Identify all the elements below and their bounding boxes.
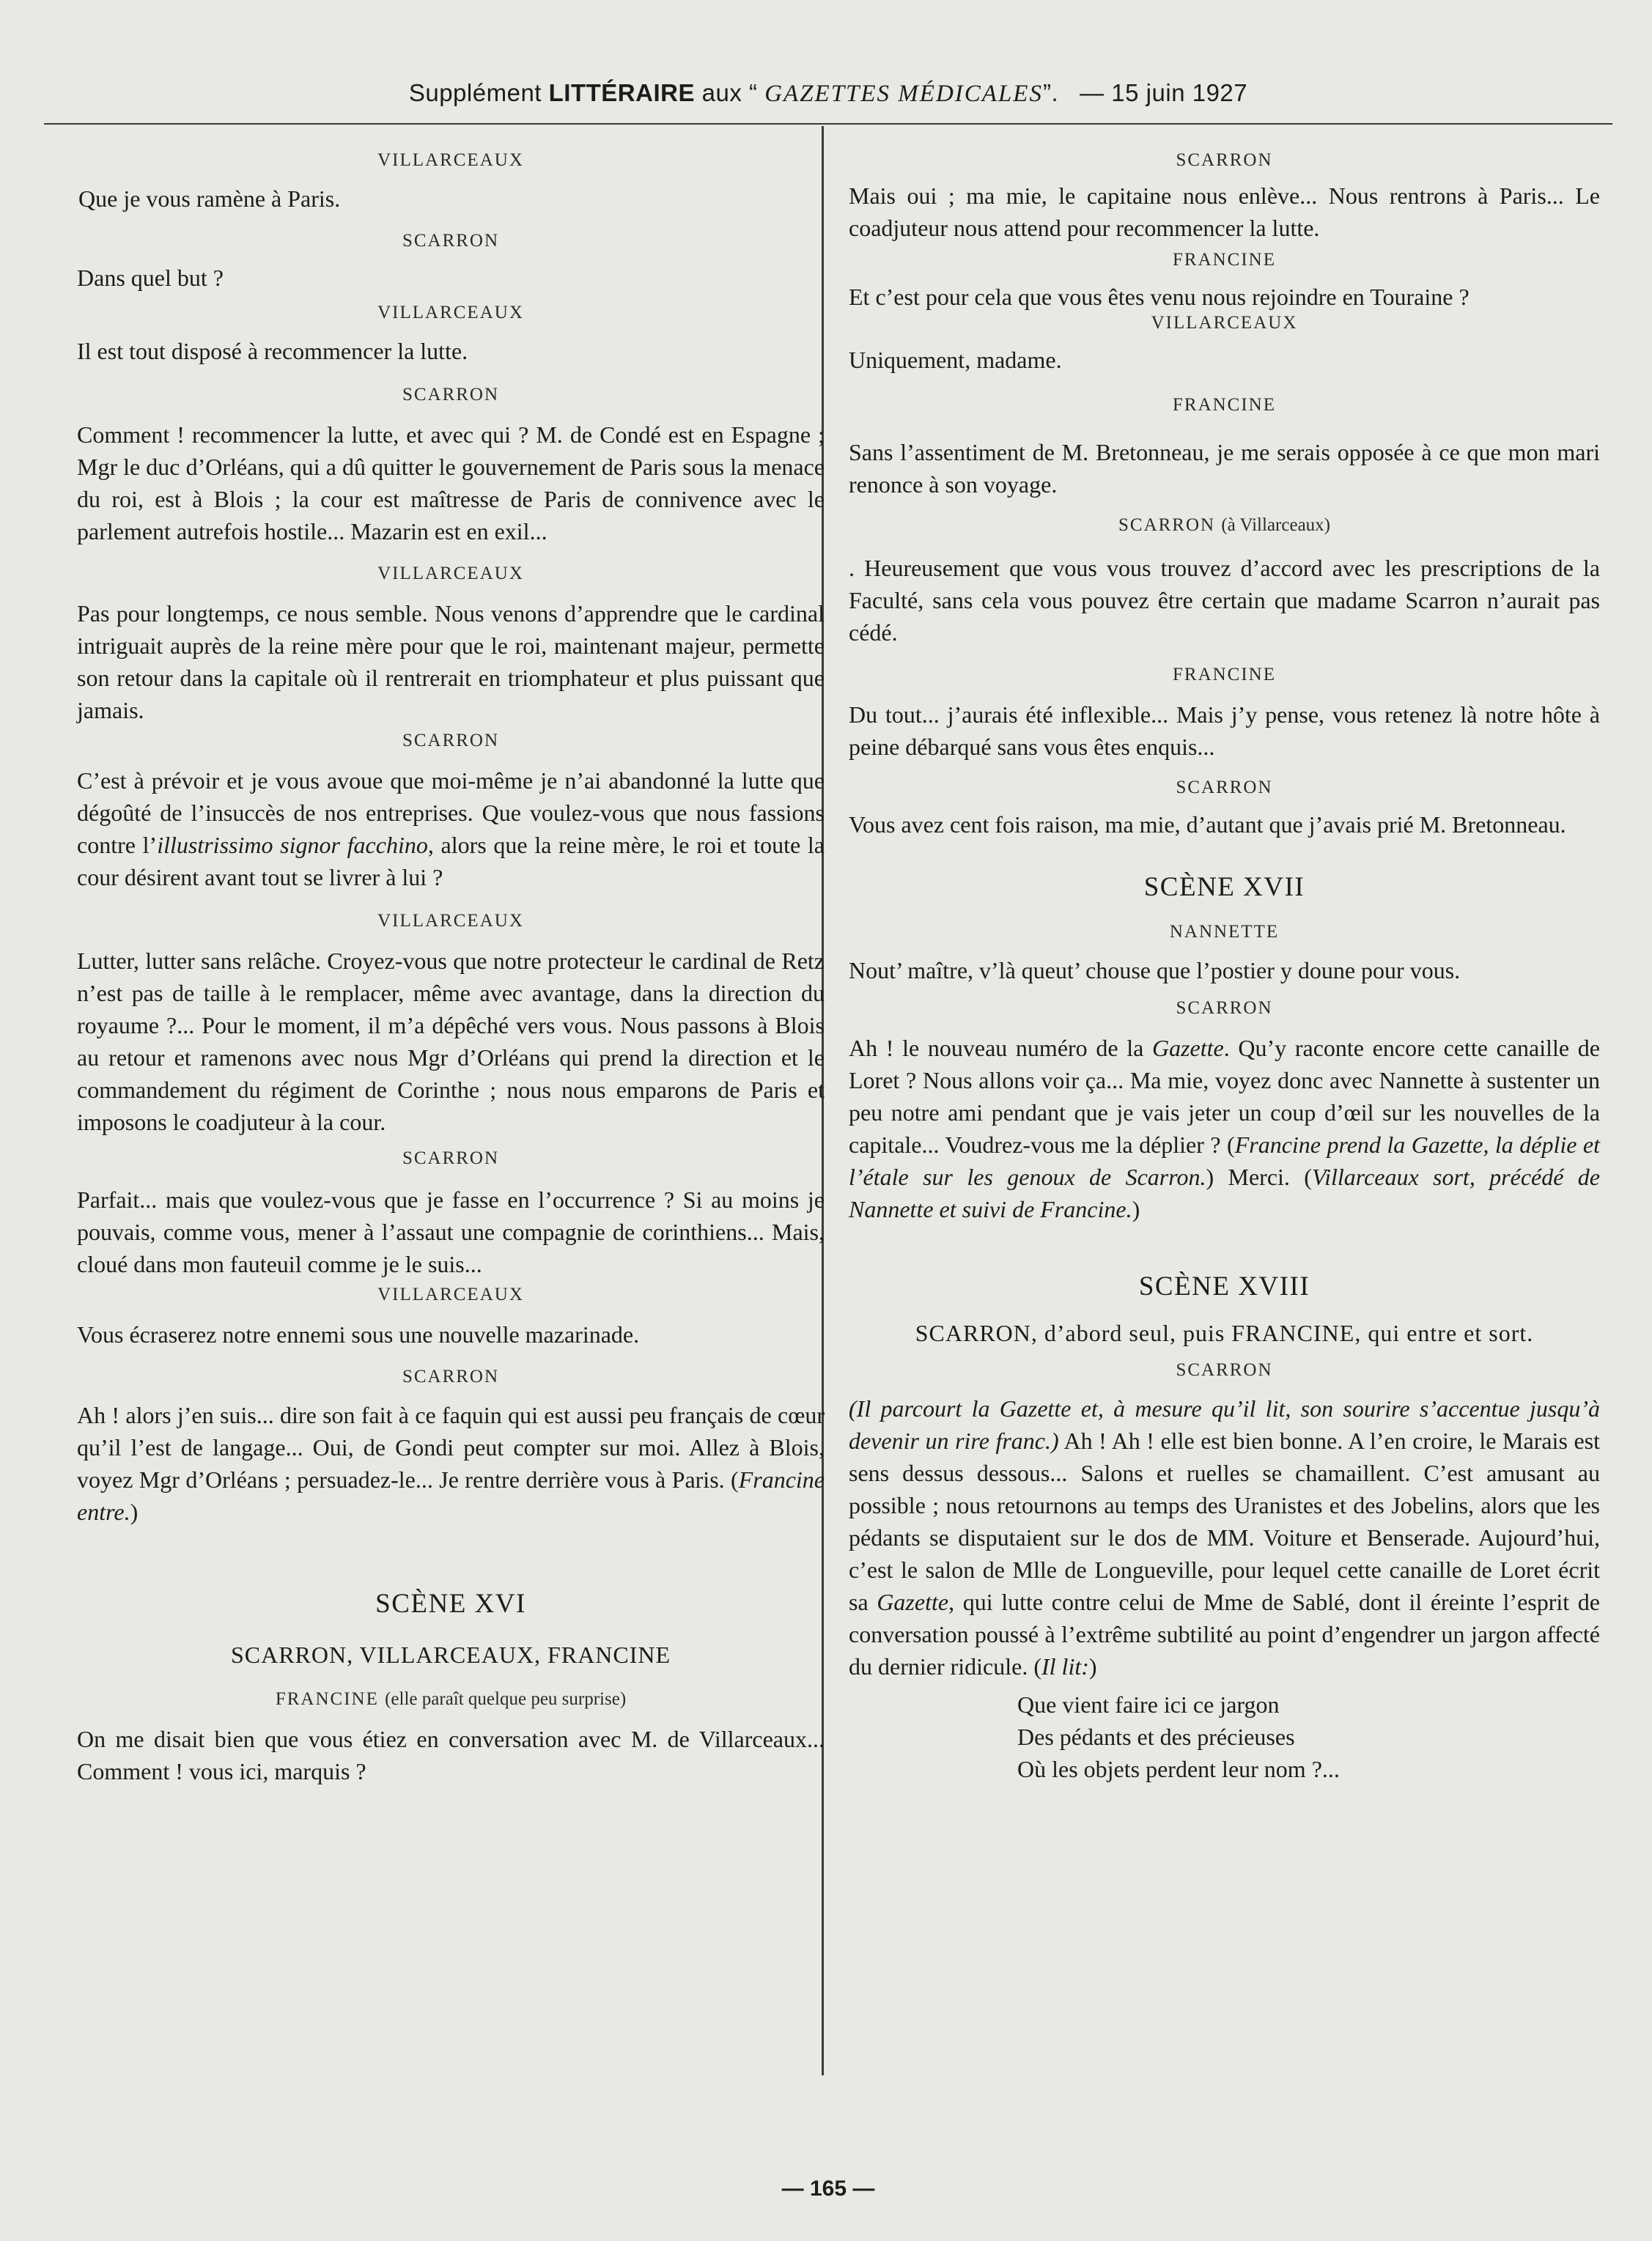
dialogue-text: ) bbox=[130, 1499, 139, 1525]
dialogue-line bbox=[77, 1399, 825, 1528]
verse-line: Où les objets perdent leur nom ?... bbox=[1017, 1756, 1340, 1782]
dialogue-line: Comment ! recommencer la lutte, et avec qui ? M. de Condé est en Espagne ; Mgr le duc d’Orléans, qui a dû quitter le gouvernement de Paris sous la menace du roi, est à Blois ; la cour est maîtresse de Paris de connivence avec le parlement autrefois hostile... Mazarin est en exil... bbox=[77, 421, 825, 544]
dialogue-line: Il est tout disposé à recommencer la lutte. bbox=[77, 338, 468, 364]
verse-line: Des pédants et des précieuses bbox=[1017, 1724, 1295, 1750]
dialogue-line: Nout’ maître, v’là queut’ chouse que l’postier y doune pour vous. bbox=[849, 957, 1461, 983]
italic-title: Gazette bbox=[877, 1589, 949, 1615]
dialogue-line: On me disait bien que vous étiez en conversation avec M. de Villarceaux... Comment ! vous ici, marquis ? bbox=[77, 1726, 825, 1784]
header-date: — 15 juin 1927 bbox=[1080, 79, 1248, 106]
scene-heading: SCÈNE XVIII bbox=[1138, 1271, 1310, 1302]
speaker-name: FRANCINE bbox=[1172, 665, 1276, 684]
dialogue-text: Ah ! le nouveau numéro de la bbox=[849, 1035, 1152, 1061]
dialogue-line bbox=[77, 764, 825, 893]
speaker-name: VILLARCEAUX bbox=[377, 911, 524, 931]
speaker-name bbox=[77, 1689, 825, 1710]
header-rule bbox=[44, 123, 1612, 125]
speaker-name bbox=[849, 515, 1600, 536]
dialogue-line: Mais oui ; ma mie, le capitaine nous enlève... Nous rentrons à Paris... Le coadjuteur nous attend pour recommencer la lutte. bbox=[849, 182, 1600, 241]
speaker-name: SCARRON bbox=[402, 1367, 500, 1387]
dialogue-text: ) bbox=[1088, 1653, 1097, 1680]
speaker-name: VILLARCEAUX bbox=[377, 1285, 524, 1304]
dialogue-line: Du tout... j’aurais été inflexible... Mais j’y pense, vous retenez là notre hôte à peine débarqué sans vous êtes enquis... bbox=[849, 701, 1600, 760]
verse-line: Que vient faire ici ce jargon bbox=[1017, 1691, 1280, 1718]
stage-direction: (Il parcourt la Gazette et, à mesure qu’il lit, son sourire s’accentue jusqu’à devenir un rire franc.) bbox=[849, 1395, 1600, 1454]
dialogue-line: Et c’est pour cela que vous êtes venu nous rejoindre en Touraine ? bbox=[849, 284, 1470, 310]
stage-direction: Francine prend la Gazette, la déplie et l’étale sur les genoux de Scarron. bbox=[849, 1131, 1601, 1190]
dialogue-line bbox=[849, 1392, 1600, 1683]
stage-direction: Francine entre. bbox=[77, 1466, 825, 1525]
header-close-quote: ”. bbox=[1042, 79, 1059, 106]
speaker-name: SCARRON bbox=[402, 385, 500, 405]
speaker-name: SCARRON bbox=[1176, 150, 1273, 170]
scene-heading: SCÈNE XVII bbox=[1143, 872, 1305, 902]
dialogue-line: Sans l’assentiment de M. Bretonneau, je me serais opposée à ce que mon mari renonce à son voyage. bbox=[849, 439, 1600, 498]
scene-cast: SCARRON, d’abord seul, puis FRANCINE, qui entre et sort. bbox=[915, 1320, 1534, 1346]
right-column bbox=[849, 150, 1600, 1785]
speaker-name: VILLARCEAUX bbox=[377, 303, 524, 322]
speaker-name: VILLARCEAUX bbox=[377, 564, 524, 583]
dialogue-line bbox=[849, 1032, 1600, 1225]
header-literaire: LITTÉRAIRE bbox=[548, 79, 695, 106]
dialogue-text: Ah ! alors j’en suis... dire son fait à ce faquin qui est aussi peu français de cœur qu’il l’est de langage... Oui, de Gondi peut compter sur moi. Allez à Blois, voyez Mgr d’Orléans ; persuadez-le... Je rentre derrière vous à Paris. ( bbox=[77, 1402, 825, 1493]
dialogue-text: ) Merci. ( bbox=[1206, 1164, 1312, 1190]
speaker-name: NANNETTE bbox=[1169, 922, 1280, 942]
speaker-name: SCARRON bbox=[1176, 998, 1273, 1018]
speaker-name: SCARRON bbox=[1176, 778, 1273, 797]
italic-title: Gazette bbox=[1151, 1035, 1224, 1061]
dialogue-text: ) bbox=[1132, 1196, 1140, 1222]
dialogue-text: . Qu’y raconte encore cette canaille de Loret ? Nous allons voir ça... Ma mie, voyez donc avec Nannette à sustenter un peu notre ami pendant que je vais jeter un coup d’œil sur les nouvelles de la capitale... Voudrez-vous me la déplier ? ( bbox=[849, 1035, 1601, 1158]
left-column bbox=[77, 150, 825, 1787]
dialogue-line: Uniquement, madame. bbox=[849, 347, 1062, 373]
dialogue-line: Lutter, lutter sans relâche. Croyez-vous que notre protecteur le cardinal de Retz n’est pas de taille à le remplacer, même avec avantage, dans la direction du royaume ?... Pour le moment, il m’a dépêché vers vous. Nous passons à Blois au retour et ramenons avec nous Mgr d’Orléans qui prend la direction et le commandement du régiment de Corinthe ; nous nous emparons de Paris et imposons le coadjuteur à la cour. bbox=[77, 948, 825, 1135]
header-gazette: GAZETTES MÉDICALES bbox=[764, 81, 1043, 107]
speaker-note: (à Villarceaux) bbox=[1221, 515, 1330, 535]
speaker-name: FRANCINE bbox=[1172, 395, 1276, 415]
scene-heading: SCÈNE XVI bbox=[375, 1589, 526, 1619]
stage-direction: Il lit: bbox=[1041, 1653, 1089, 1680]
header-prefix: Supplément bbox=[408, 79, 542, 106]
dialogue-line: . Heureusement que vous vous trouvez d’accord avec les prescriptions de la Faculté, sans cela vous pouvez être certain que madame Scarron n’aurait pas cédé. bbox=[849, 555, 1600, 646]
scene-cast: SCARRON, VILLARCEAUX, FRANCINE bbox=[230, 1642, 671, 1668]
dialogue-text: Ah ! Ah ! elle est bien bonne. A l’en croire, le Marais est sens dessus dessous... Salons et ruelles se chamaillent. C’est amusant au possible ; nous retournons au temps des Uranistes et des Jobelins, alors que les pédants se disputaient sur le dos de MM. Voiture et Benserade. Aujourd’hui, c’est le salon de Mlle de Longueville, pour lequel cette canaille de Loret écrit sa bbox=[849, 1428, 1600, 1615]
speaker-name: SCARRON bbox=[402, 231, 500, 251]
page-number: — 165 — bbox=[781, 2177, 875, 2201]
dialogue-line: Parfait... mais que voulez-vous que je fasse en l’occurrence ? Si au moins je pouvais, comme vous, mener à l’assaut une compagnie de corinthiens... Mais, cloué dans mon fauteuil comme je le suis... bbox=[77, 1186, 825, 1277]
speaker-note: (elle paraît quelque peu surprise) bbox=[385, 1689, 627, 1709]
stage-direction: Villarceaux sort, précédé de Nannette et suivi de Francine. bbox=[849, 1164, 1601, 1222]
speaker-name: SCARRON bbox=[402, 731, 500, 750]
header-aux: aux “ bbox=[701, 79, 758, 106]
speaker-label: FRANCINE bbox=[275, 1689, 379, 1709]
dialogue-text: , alors que la reine mère, le roi et toute la cour désirent avant tout se livrer à lui ? bbox=[77, 832, 825, 890]
italic-phrase: illustrissimo signor facchino bbox=[157, 832, 428, 858]
dialogue-line: Vous écraserez notre ennemi sous une nouvelle mazarinade. bbox=[77, 1321, 640, 1348]
speaker-name: VILLARCEAUX bbox=[377, 150, 524, 170]
dialogue-line: Dans quel but ? bbox=[77, 265, 224, 291]
speaker-name: SCARRON bbox=[1176, 1360, 1273, 1380]
speaker-name: SCARRON bbox=[402, 1148, 500, 1168]
speaker-name: VILLARCEAUX bbox=[1151, 313, 1298, 333]
speaker-label: SCARRON bbox=[1118, 515, 1216, 535]
dialogue-text: C’est à prévoir et je vous avoue que moi-même je n’ai abandonné la lutte que dégoûté de l’insuccès de nos entreprises. Que voulez-vous que nous fassions contre l’ bbox=[77, 767, 825, 858]
dialogue-line: Vous avez cent fois raison, ma mie, d’autant que j’avais prié M. Bretonneau. bbox=[849, 811, 1566, 838]
running-header bbox=[44, 79, 1612, 108]
dialogue-line: Que je vous ramène à Paris. bbox=[78, 185, 341, 212]
speaker-name: FRANCINE bbox=[1172, 250, 1276, 270]
dialogue-line: Pas pour longtemps, ce nous semble. Nous venons d’apprendre que le cardinal intriguait auprès de la reine mère pour que le roi, maintenant majeur, permette son retour dans la capitale où il rentrerait en triomphateur et plus puissant que jamais. bbox=[77, 600, 825, 723]
dialogue-text: , qui lutte contre celui de Mme de Sablé, dont il éreinte l’esprit de conversation poussé à l’extrême subtilité au point d’engendrer un jargon affecté du dernier ridicule. ( bbox=[849, 1589, 1601, 1680]
